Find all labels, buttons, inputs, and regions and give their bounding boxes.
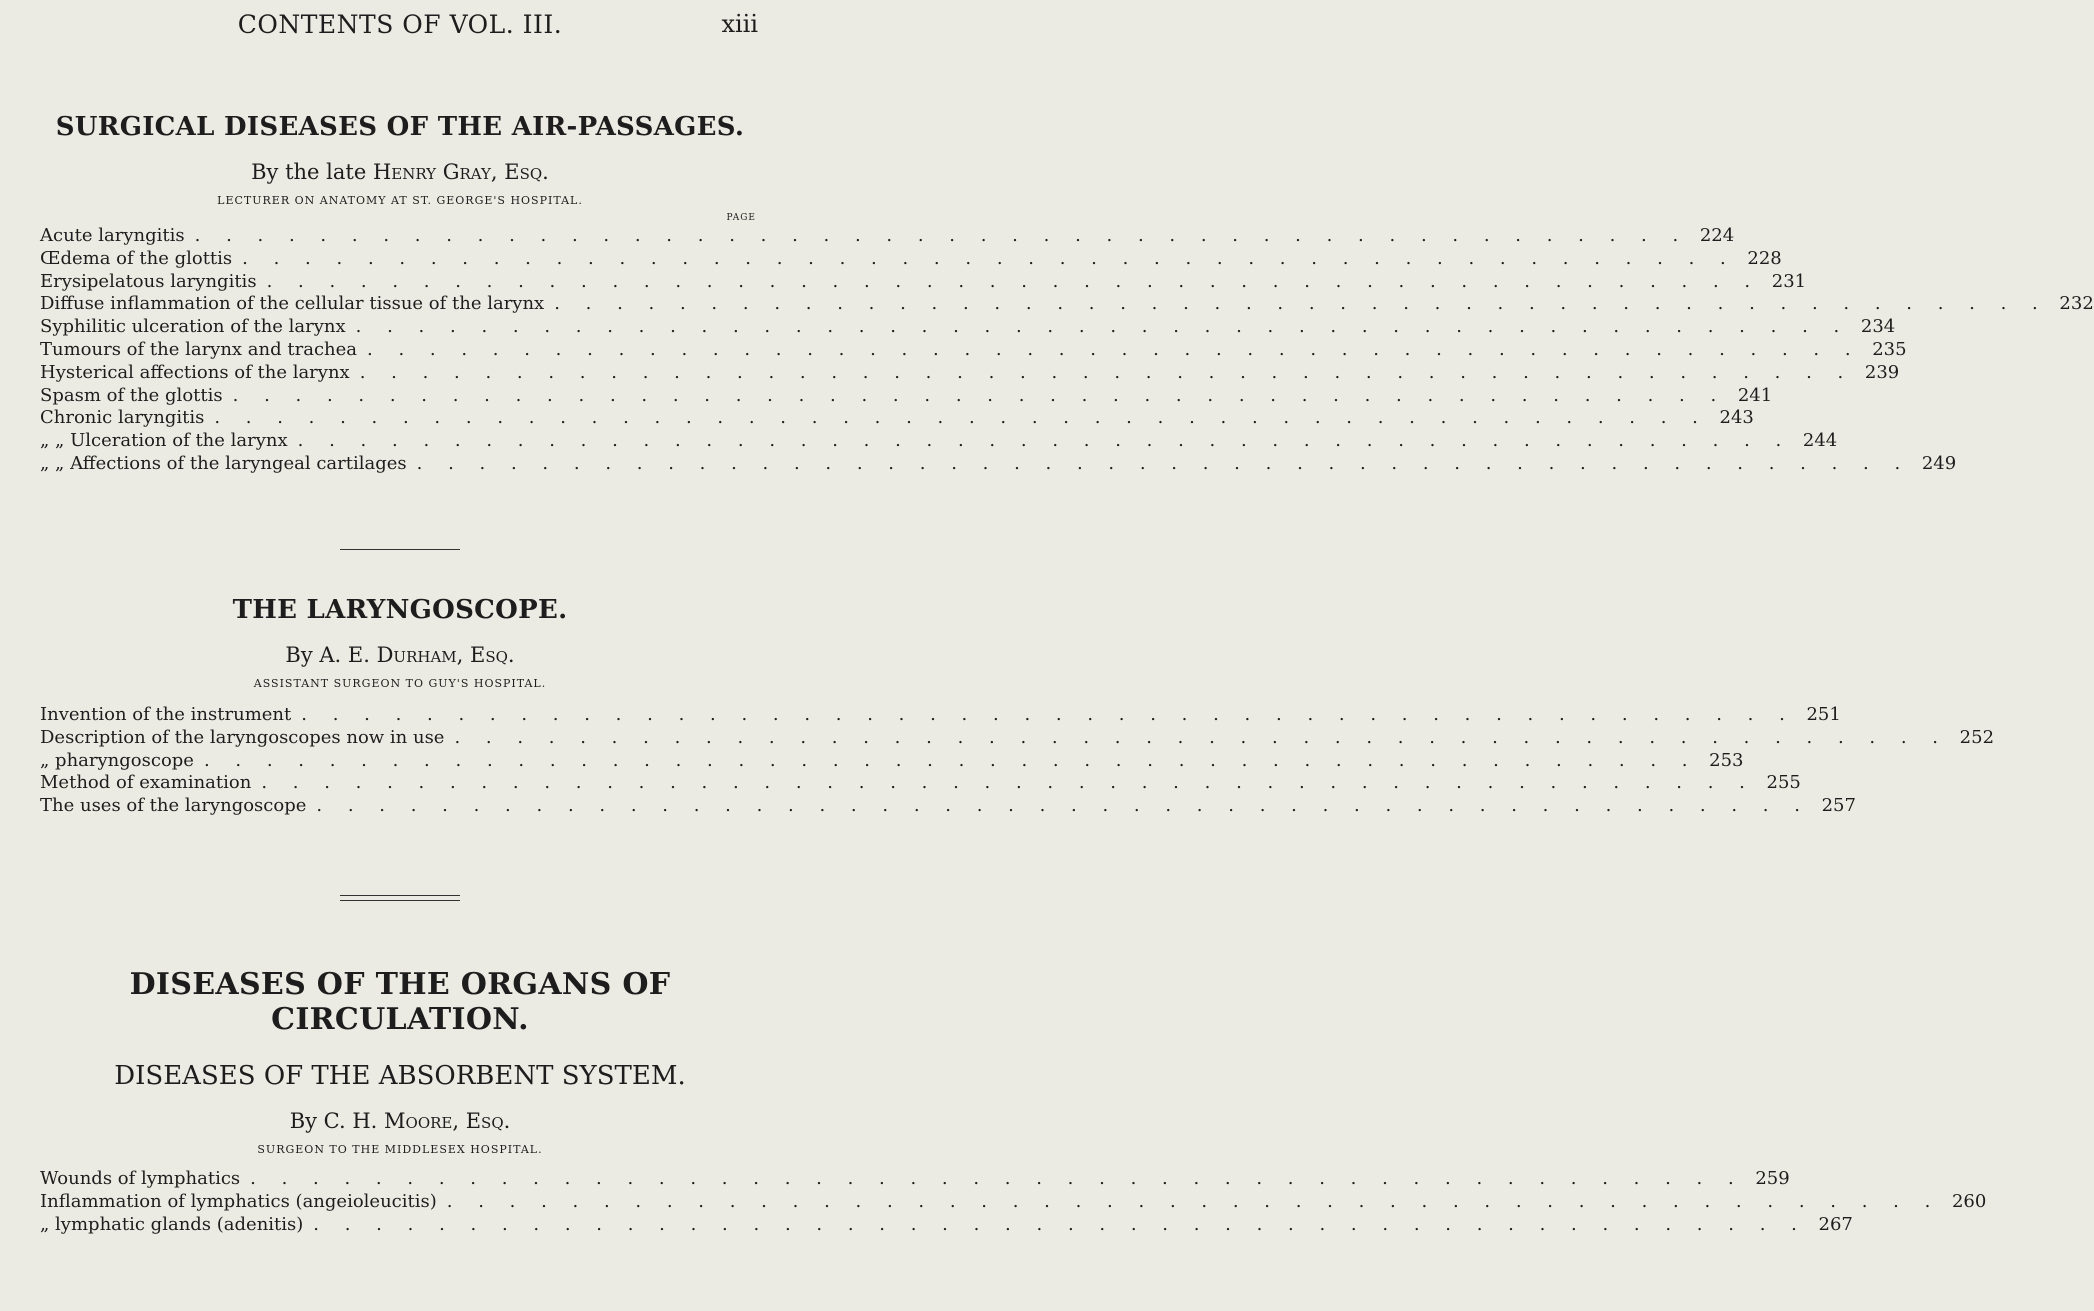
toc-page-number: 231 [1771,270,1807,292]
toc-page-number: 260 [1951,1190,1987,1212]
section-title: DISEASES OF THE ORGANS OF CIRCULATION. [129,967,671,1037]
leader-dots: . . . . . . . . . . . . . . . . . . . . . . . . . . . . . . . . . . . . . . . . . . . . . . . . [446,1190,1941,1212]
toc-page-number: 244 [1802,430,1838,452]
section-subtitle: DISEASES OF THE ABSORBENT SYSTEM. [114,1061,686,1091]
toc-entry [40,704,1841,727]
toc-entry-title: Description of the laryngoscopes now in use [40,726,445,748]
page-number: xiii [721,10,758,38]
leader-dots: . . . . . . . . . . . . . . . . . . . . . . . . . . . . . . . . . . . . . . . . . . . . . . . . [232,384,1727,406]
toc-entry [40,1190,1987,1214]
toc-entry [40,452,1957,476]
toc-entry [40,384,1773,408]
author-affiliation: SURGEON TO THE MIDDLESEX HOSPITAL. [257,1143,543,1156]
toc-entry-title: Chronic laryngitis [40,407,205,429]
leader-dots: . . . . . . . . . . . . . . . . . . . . . . . . . . . . . . . . . . . . . . . . . . . . . . . . [194,225,1689,246]
toc-entry-title: Wounds of lymphatics [40,1168,241,1189]
byline-prefix: By C. H. [289,1109,385,1133]
leader-dots: . . . . . . . . . . . . . . . . . . . . . . . . . . . . . . . . . . . . . . . . . . . . . . . . [214,407,1708,429]
toc-entry-title: Hysterical affections of the larynx [40,361,350,383]
section-circulation [40,967,1987,1236]
leader-dots: . . . . . . . . . . . . . . . . . . . . . . . . . . . . . . . . . . . . . . . . . . . . . . . . [313,1213,1807,1235]
toc-page-number: 228 [1747,247,1782,269]
toc-page-number: 267 [1818,1213,1853,1235]
toc-page-number: 259 [1755,1168,1790,1189]
byline [40,643,760,667]
leader-dots: . . . . . . . . . . . . . . . . . . . . . . . . . . . . . . . . . . . . . . . . . . . . . . . . [554,293,2048,315]
leader-dots: . . . . . . . . . . . . . . . . . . . . . . . . . . . . . . . . . . . . . . . . . . . . . . . . [266,270,1761,292]
toc-entry-title: „ „ Ulceration of the larynx [40,430,288,452]
toc-entry [40,749,1744,773]
toc-page-number: 255 [1766,772,1801,794]
toc-page-number: 234 [1860,316,1896,338]
toc-page-number: 251 [1806,704,1841,725]
toc-entry [40,338,1907,362]
toc-entry [40,225,1735,248]
toc-entry-title: The uses of the laryngoscope [40,795,307,817]
toc-entry [40,795,1856,818]
leader-dots: . . . . . . . . . . . . . . . . . . . . . . . . . . . . . . . . . . . . . . . . . . . . . . . . [301,704,1795,725]
toc-page-number: 239 [1864,361,1900,383]
toc-entry-title: Invention of the instrument [40,704,292,725]
toc-page-number: 235 [1872,338,1907,360]
toc-page-number: 253 [1709,749,1744,771]
toc-entry [40,430,1838,453]
toc-entry-title: Œdema of the glottis [40,247,233,269]
toc-entry [40,361,1900,385]
leader-dots: . . . . . . . . . . . . . . . . . . . . . . . . . . . . . . . . . . . . . . . . . . . . . . . . [297,430,1792,452]
toc-list [40,225,2094,476]
toc-entry [40,407,1754,430]
leader-dots: . . . . . . . . . . . . . . . . . . . . . . . . . . . . . . . . . . . . . . . . . . . . . . . . [454,726,1949,748]
running-title: CONTENTS OF VOL. III. [237,10,563,39]
toc-entry-title: „ „ Affections of the laryngeal cartilages [40,452,407,474]
byline-prefix: By the late [251,160,373,184]
toc-entry-title: Inflammation of lymphatics (angeioleucitis) [40,1190,437,1212]
author-affiliation: LECTURER ON ANATOMY AT ST. GEORGE'S HOSPITAL. [217,194,583,207]
section-divider-secondary [340,900,460,901]
toc-entry-title: Method of examination [40,772,252,794]
toc-entry-title: Diffuse inflammation of the cellular tissue of the larynx [40,293,545,315]
toc-entry [40,316,1896,339]
toc-entry-title: Syphilitic ulceration of the larynx [40,316,346,338]
author-name: Durham, Esq. [376,643,515,667]
toc-entry-title: Acute laryngitis [40,225,185,246]
toc-page-number: 232 [2059,293,2094,315]
section-laryngoscope [40,595,1995,818]
toc-entry-title: Spasm of the glottis [40,384,223,406]
section-divider [340,549,460,550]
leader-dots: . . . . . . . . . . . . . . . . . . . . . . . . . . . . . . . . . . . . . . . . . . . . . . . . [359,361,1854,383]
byline-prefix: By A. E. [285,643,377,667]
toc-page-number: 249 [1921,452,1957,474]
page-column-label: PAGE [726,213,756,223]
toc-entry [40,247,1782,271]
toc-entry-title: Erysipelatous laryngitis [40,270,257,292]
toc-entry [40,772,1801,795]
toc-entry-title: Tumours of the larynx and trachea [40,338,358,360]
toc-entry [40,1213,1853,1237]
section-title: THE LARYNGOSCOPE. [232,595,568,625]
toc-entry-title: „ pharyngoscope [40,749,194,771]
leader-dots: . . . . . . . . . . . . . . . . . . . . . . . . . . . . . . . . . . . . . . . . . . . . . . . . [316,795,1810,817]
toc-page-number: 241 [1737,384,1773,406]
leader-dots: . . . . . . . . . . . . . . . . . . . . . . . . . . . . . . . . . . . . . . . . . . . . . . . . [250,1168,1744,1189]
leader-dots: . . . . . . . . . . . . . . . . . . . . . . . . . . . . . . . . . . . . . . . . . . . . . . . . [203,749,1698,771]
byline [40,1109,760,1133]
leader-dots: . . . . . . . . . . . . . . . . . . . . . . . . . . . . . . . . . . . . . . . . . . . . . . . . [242,247,1736,269]
leader-dots: . . . . . . . . . . . . . . . . . . . . . . . . . . . . . . . . . . . . . . . . . . . . . . . . [261,772,1755,794]
toc-list [40,1168,1987,1236]
toc-entry [40,726,1995,750]
author-name: Moore, Esq. [384,1109,511,1133]
toc-page-number: 257 [1821,795,1856,817]
toc-list [40,704,1995,818]
author-affiliation: ASSISTANT SURGEON TO GUY'S HOSPITAL. [253,677,547,690]
section-title: SURGICAL DISEASES OF THE AIR-PASSAGES. [55,112,745,142]
toc-entry [40,1168,1790,1191]
toc-page-number: 252 [1959,726,1995,748]
toc-page-number: 224 [1699,225,1735,246]
leader-dots: . . . . . . . . . . . . . . . . . . . . . . . . . . . . . . . . . . . . . . . . . . . . . . . . [367,338,1861,360]
author-name: Henry Gray, Esq. [372,160,549,184]
toc-entry-title: „ lymphatic glands (adenitis) [40,1213,304,1235]
toc-entry [40,293,2094,316]
toc-entry [40,270,1807,294]
byline [40,160,760,184]
running-header [0,10,800,50]
section-divider [340,895,460,896]
leader-dots: . . . . . . . . . . . . . . . . . . . . . . . . . . . . . . . . . . . . . . . . . . . . . . . . [355,316,1850,338]
toc-page-number: 243 [1719,407,1754,429]
leader-dots: . . . . . . . . . . . . . . . . . . . . . . . . . . . . . . . . . . . . . . . . . . . . . . . . [416,452,1911,474]
section-surgical-diseases [40,112,2094,476]
